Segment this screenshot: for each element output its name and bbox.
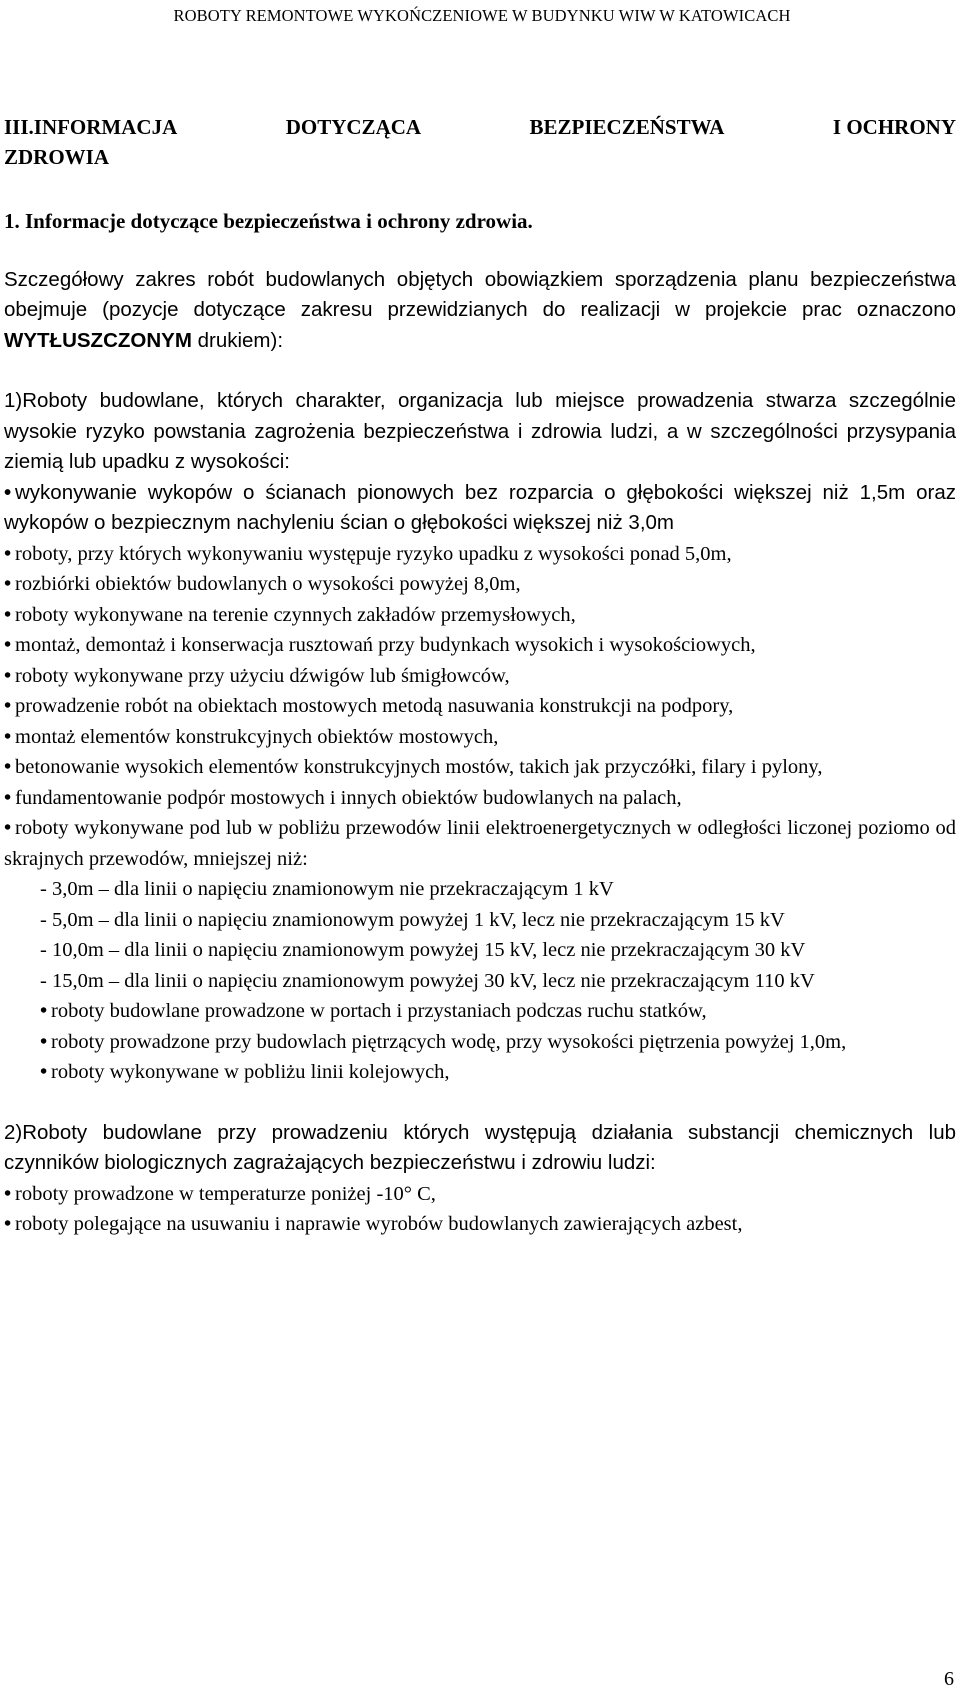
list-item: • roboty wykonywane pod lub w pobliżu przewodów linii elektroenergetycznych w odległości liczonej poziomo od skrajnych przewodów, mniejszej niż: xyxy=(4,813,956,874)
distance-item: - 5,0m – dla linii o napięciu znamionowym powyżej 1 kV, lecz nie przekraczającym 15 kV xyxy=(40,908,785,931)
bullet-icon: • xyxy=(4,603,12,626)
bullet-icon: • xyxy=(4,725,12,748)
intro-tail: drukiem): xyxy=(191,328,284,352)
bullet-icon: • xyxy=(4,542,12,565)
bullet-icon: • xyxy=(4,756,12,778)
bullet-icon: • xyxy=(4,786,12,809)
bullet-icon: • xyxy=(4,634,12,656)
list-item: • fundamentowanie podpór mostowych i innych obiektów budowlanych na palach, xyxy=(4,783,956,814)
list-item: • roboty, przy których wykonywaniu występuje ryzyko upadku z wysokości ponad 5,0m, xyxy=(4,539,956,570)
subsection-title: 1. Informacje dotyczące bezpieczeństwa i ochrony zdrowia. xyxy=(4,209,533,233)
bullet-icon: • xyxy=(4,573,12,595)
page-number: 6 xyxy=(944,1667,954,1690)
list-item: • roboty polegające na usuwaniu i naprawie wyrobów budowlanych zawierających azbest, xyxy=(4,1209,956,1240)
section-title-line2: ZDROWIA xyxy=(4,145,110,169)
list-item: • montaż elementów konstrukcyjnych obiektów mostowych, xyxy=(4,722,956,753)
distance-item: - 3,0m – dla linii o napięciu znamionowym nie przekraczającym 1 kV xyxy=(40,878,614,900)
risk-group-1 xyxy=(4,386,956,1088)
group-heading: 1)Roboty budowlane, których charakter, organizacja lub miejsce prowadzenia stwarza szczególnie wysokie ryzyko powstania zagrożenia bezpieczeństwa i zdrowia ludzi, a w szczególności przysypania ziemią lub upadku z wysokości: xyxy=(4,389,956,473)
section-title-part: III.INFORMACJA xyxy=(4,115,178,139)
bullet-icon: • xyxy=(4,817,12,839)
section-title xyxy=(4,112,960,172)
distance-item: - 15,0m – dla linii o napięciu znamionowym powyżej 30 kV, lecz nie przekraczającym 110 kV xyxy=(40,969,815,992)
bullet-icon: • xyxy=(4,695,12,717)
list-item: • roboty prowadzone w temperaturze poniżej -10° C, xyxy=(4,1179,956,1210)
list-item: • betonowanie wysokich elementów konstrukcyjnych mostów, takich jak przyczółki, filary i pylony, xyxy=(4,752,956,783)
running-header: ROBOTY REMONTOWE WYKOŃCZENIOWE W BUDYNKU WIW W KATOWICACH xyxy=(173,6,791,25)
list-item: • montaż, demontaż i konserwacja rusztowań przy budynkach wysokich i wysokościowych, xyxy=(4,630,956,661)
intro-bold-word: WYTŁUSZCZONYM xyxy=(4,328,192,352)
list-item: • prowadzenie robót na obiektach mostowych metodą nasuwania konstrukcji na podpory, xyxy=(4,691,956,722)
list-item: • roboty wykonywane w pobliżu linii kolejowych, xyxy=(40,1057,956,1088)
list-item: • rozbiórki obiektów budowlanych o wysokości powyżej 8,0m, xyxy=(4,569,956,600)
risk-group-2 xyxy=(4,1118,956,1240)
list-item: • roboty wykonywane przy użyciu dźwigów lub śmigłowców, xyxy=(4,661,956,692)
list-item: • wykonywanie wykopów o ścianach pionowych bez rozparcia o głębokości większej niż 1,5m oraz wykopów o bezpiecznym nachyleniu ścian o głębokości większej niż 3,0m xyxy=(4,478,956,539)
bullet-icon: • xyxy=(40,1061,48,1083)
list-item: • roboty wykonywane na terenie czynnych zakładów przemysłowych, xyxy=(4,600,956,631)
section-title-part: I OCHRONY xyxy=(832,115,956,139)
bullet-icon: • xyxy=(4,480,12,504)
distance-item: - 10,0m – dla linii o napięciu znamionowym powyżej 15 kV, lecz nie przekraczającym 30 kV xyxy=(40,939,806,961)
intro-text: Szczegółowy zakres robót budowlanych objętych obowiązkiem sporządzenia planu bezpieczeństwa obejmuje (pozycje dotyczące zakresu przewidzianych do realizacji w projekcie prac oznaczono xyxy=(4,267,956,321)
bullet-icon: • xyxy=(40,1030,48,1053)
section-title-part: BEZPIECZEŃSTWA xyxy=(529,115,725,139)
intro-paragraph xyxy=(4,265,956,357)
bullet-icon: • xyxy=(4,664,12,687)
list-item: • roboty budowlane prowadzone w portach i przystaniach podczas ruchu statków, xyxy=(40,996,956,1027)
bullet-icon: • xyxy=(4,1182,12,1205)
bullet-icon: • xyxy=(40,1000,48,1022)
group-heading: 2)Roboty budowlane przy prowadzeniu których występują działania substancji chemicznych lub czynników biologicznych zagrażających bezpieczeństwu i zdrowiu ludzi: xyxy=(4,1120,956,1174)
bullet-icon: • xyxy=(4,1213,12,1235)
list-item: • roboty prowadzone przy budowlach piętrzących wodę, przy wysokości piętrzenia powyżej 1,0m, xyxy=(40,1027,956,1058)
section-title-part: DOTYCZĄCA xyxy=(285,115,422,139)
